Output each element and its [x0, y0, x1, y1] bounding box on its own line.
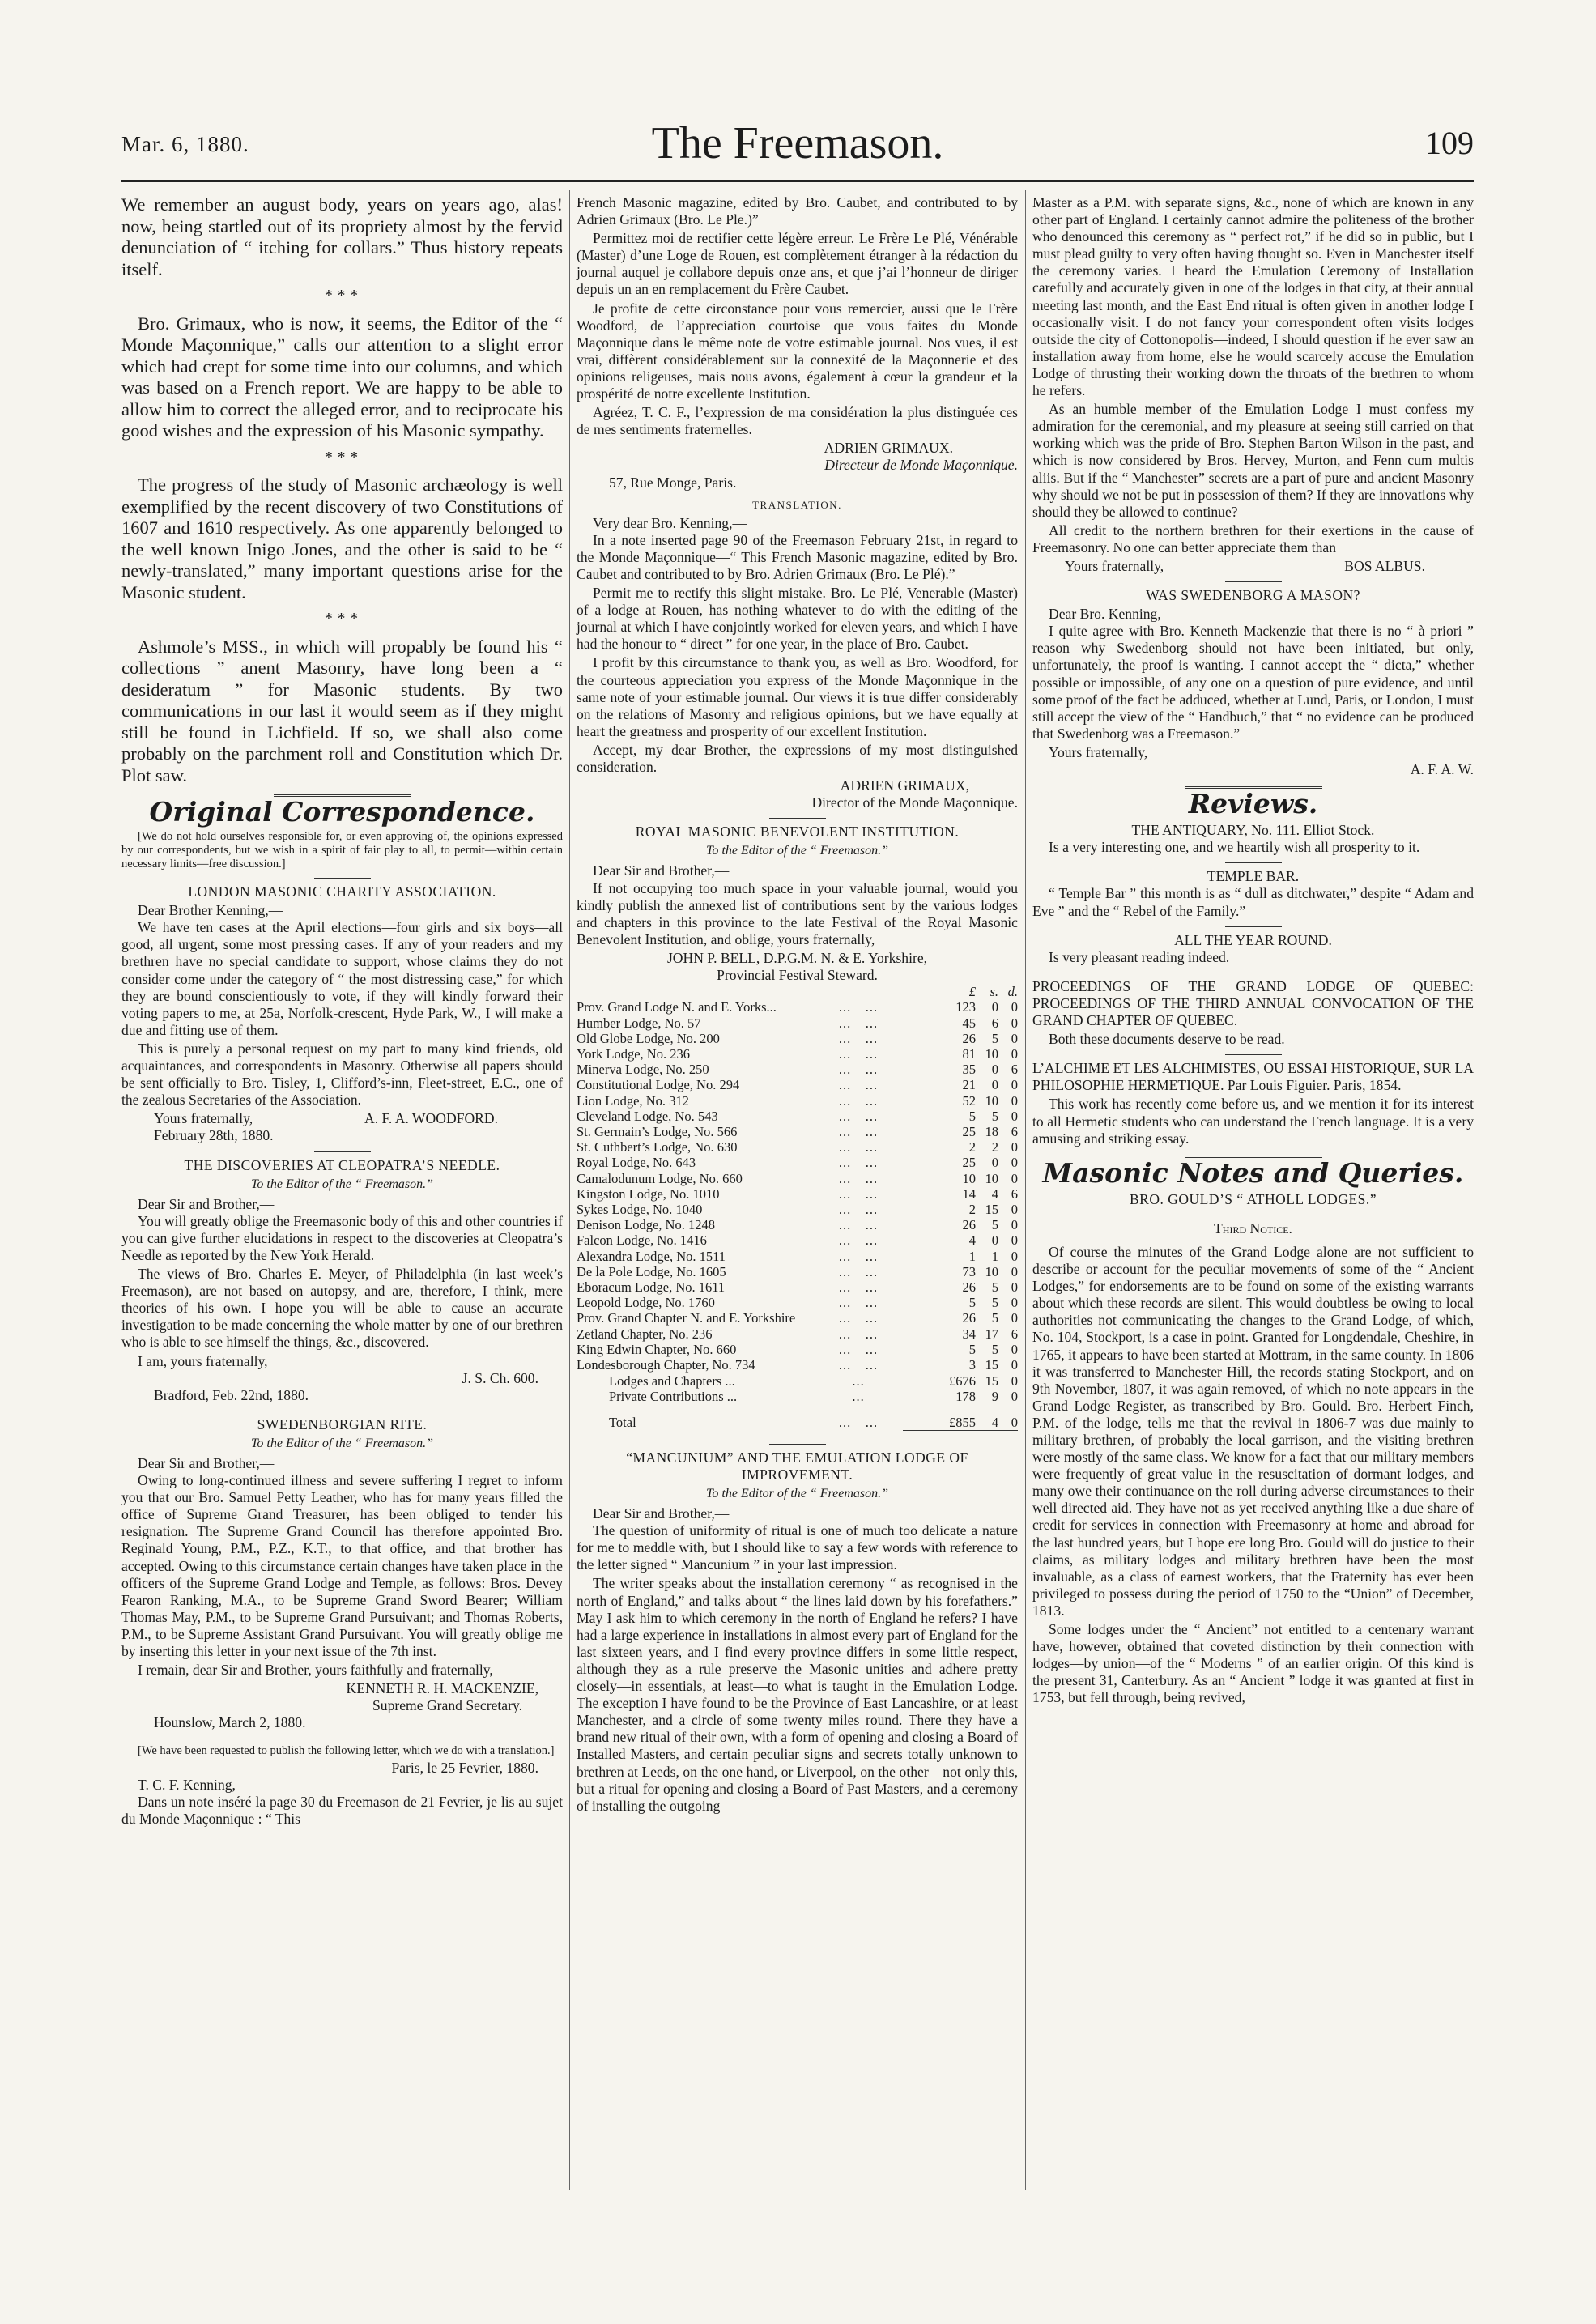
table-row	[577, 1186, 1018, 1202]
table-row	[577, 1279, 1018, 1295]
letter-date: Bradford, Feb. 22nd, 1880.	[154, 1386, 309, 1403]
table-row	[577, 1139, 1018, 1155]
letter-role: Supreme Grand Secretary.	[372, 1697, 522, 1714]
letter-title: LONDON MASONIC CHARITY ASSOCIATION.	[188, 883, 496, 900]
letter-close: Yours fraternally,	[1065, 557, 1164, 574]
amount-shillings: 4	[991, 1185, 998, 1202]
amount-pence: 0	[1011, 1030, 1018, 1046]
letter-rmbi	[577, 824, 1018, 1432]
letter-salutation: Dear Brother Kenning,—	[138, 902, 283, 919]
leader-dots: ... ...	[838, 1415, 879, 1431]
amount-pounds: 10	[962, 1170, 976, 1186]
letter-signature: J. S. Ch. 600.	[462, 1369, 538, 1386]
letter-paragraph: You will greatly oblige the Freemasonic body of this and other countries if you can give further elucidations in respect to the discoveries at Cleopatra’s Needle as reported by the New York Herald.	[121, 1212, 563, 1263]
review-title: ALL THE YEAR ROUND.	[1174, 931, 1332, 948]
letter-salutation: Dear Sir and Brother,—	[593, 1505, 730, 1522]
amount-shillings: 0	[991, 1155, 998, 1171]
leader-dots: ... ...	[838, 1015, 879, 1031]
amount-pence: 0	[1011, 999, 1018, 1015]
letter-subtitle: To the Editor of the “ Freemason.”	[705, 844, 889, 858]
subtotal-label: Private Contributions ...	[609, 1389, 738, 1405]
letter-paragraph: As an humble member of the Emulation Lodge I must confess my admiration for the ceremonial, and my pleasure at seeing still carried on that working which was the pride of Bro. Stephen Barton Wilson in the past, and which is now considered by Bros. Hervey, Murton, and Fenn cum multis aliis. But if the “ Manchester” secrets are a part of pure and ancient Masonry why should we not be put in possession of them? If they are innovations why should they be allowed to continue?	[1032, 401, 1474, 520]
letter-cleopatras-needle	[121, 1157, 563, 1404]
letter-paragraph: Owing to long-continued illness and severe suffering I regret to inform you that our Bro. Samuel Petty Leather, who has for many years filled the office of Supreme Grand Treasurer, has been obliged to tender his resignation. The Supreme Grand Council has therefore appointed Bro. Reginald Young, P.M., P.Z., K.T., to that office, and that brother has accepted. Owing to this circumstance certain changes have taken place in the officers of the Supreme Grand Lodge and Temple, as follows: Bros. Devey Fearon Ranking, M.A., to be Supreme Grand Sword Bearer; William Thomas May, P.M., to be Supreme Grand Pursuivant; and Thomas Roberts, P.M., to be Supreme Assistant Grand Pursuivant. You will greatly oblige me by inserting this letter in your next issue of the 7th inst.	[121, 1472, 563, 1660]
amount-shillings: 6	[991, 1015, 998, 1031]
letter-signature: KENNETH R. H. MACKENZIE,	[346, 1680, 538, 1697]
letter-paragraph: Dans un note inséré la page 30 du Freemason de 21 Fevrier, je lis au sujet du Monde Maçonnique : “ This	[121, 1793, 563, 1827]
amount-pounds: 2	[968, 1201, 976, 1217]
table-row	[577, 1264, 1018, 1279]
lodge-name: King Edwin Chapter, No. 660	[577, 1341, 737, 1357]
amount-pence: 6	[1011, 1185, 1018, 1202]
asterism: * * *	[324, 448, 360, 466]
amount-pence: 0	[1011, 1295, 1018, 1311]
table-row	[577, 1342, 1018, 1357]
amount-pounds: 73	[962, 1263, 976, 1279]
amount-shillings: 0	[991, 999, 998, 1015]
amount-pence: 0	[1011, 1139, 1018, 1156]
letter-title: SWEDENBORGIAN RITE.	[257, 1415, 428, 1432]
leader-dots: ... ...	[838, 1123, 879, 1139]
lodge-name: Lion Lodge, No. 312	[577, 1092, 689, 1109]
lodge-name: Eboracum Lodge, No. 1611	[577, 1279, 726, 1295]
lodge-name: Royal Lodge, No. 643	[577, 1155, 696, 1171]
letter-swedenborgian-rite	[121, 1416, 563, 1732]
lodge-name: Zetland Chapter, No. 236	[577, 1326, 713, 1342]
leader-dots: ... ...	[838, 1155, 879, 1171]
amount-shillings: 4	[976, 1405, 998, 1432]
amount-pounds: 34	[962, 1326, 976, 1342]
article-subtitle: Third Notice.	[1214, 1219, 1292, 1236]
letter-salutation: Very dear Bro. Kenning,—	[593, 514, 747, 531]
letter-signature: A. F. A. WOODFORD.	[364, 1110, 498, 1127]
review-text: Is a very interesting one, and we heartily wish all prosperity to it.	[1049, 839, 1420, 856]
table-row	[577, 1077, 1018, 1092]
leader-dots: ... ...	[838, 1341, 879, 1357]
table-row	[577, 1217, 1018, 1232]
amount-pounds: 5	[968, 1341, 976, 1357]
table-row	[577, 1295, 1018, 1310]
leader-dots: ... ...	[838, 1077, 879, 1093]
table-row	[577, 1124, 1018, 1139]
table-row	[577, 1310, 1018, 1326]
leader-dots: ... ...	[838, 1310, 879, 1326]
section-heading-notes-queries: Masonic Notes and Queries.	[1042, 1156, 1464, 1189]
table-row	[577, 999, 1018, 1015]
letter-paragraph: Agréez, T. C. F., l’expression de ma considération la plus distinguée ces de mes sentiments fraternelles.	[577, 404, 1018, 438]
amount-pence: 6	[1011, 1123, 1018, 1139]
lodge-name: Minerva Lodge, No. 250	[577, 1062, 709, 1078]
table-row	[577, 1046, 1018, 1062]
divider	[314, 878, 371, 879]
letter-paragraph: I remain, dear Sir and Brother, yours faithfully and fraternally,	[138, 1662, 493, 1679]
article-title: BRO. GOULD’S “ ATHOLL LODGES.”	[1129, 1190, 1377, 1207]
amount-shillings: 5	[991, 1030, 998, 1046]
review-title: THE ANTIQUARY, No. 111. Elliot Stock.	[1131, 822, 1375, 839]
letter-swedenborg-mason	[1032, 587, 1474, 778]
amount-pence: 0	[1011, 1077, 1018, 1093]
leader-dots: ... ...	[838, 1248, 879, 1264]
letter-title: THE DISCOVERIES AT CLEOPATRA’S NEEDLE.	[184, 1156, 500, 1173]
letter-paragraph: In a note inserted page 90 of the Freemason February 21st, in regard to the Monde Maçonnique—“ This French Masonic magazine, edited by Bro. Caubet and contributed to by Bro. Adrien Grimaux (Bro. Le Plé).”	[577, 531, 1018, 582]
section-heading-reviews: Reviews.	[1188, 788, 1318, 820]
letter-paragraph: Permittez moi de rectifier cette légère erreur. Le Frère Le Plé, Vénérable (Master) d’une Loge de Rouen, est complètement étranger à la rédaction du journal auquel je collabore depuis onze ans, et que j’ai l’honneur de diriger depuis un an en remplacement du Frère Caubet.	[577, 230, 1018, 298]
amount-pounds: 26	[962, 1310, 976, 1326]
lodge-name: Prov. Grand Chapter N. and E. Yorkshire	[577, 1310, 796, 1326]
divider	[314, 1151, 371, 1152]
table-row	[577, 1326, 1018, 1342]
leader-dots: ...	[852, 1373, 865, 1389]
editorial-paragraph: We remember an august body, years on years ago, alas! now, being startled out of its propriety almost by the fervid denunciation of “ itching for collars.” Thus history repeats itself.	[121, 194, 563, 279]
letter-role: Directeur de Monde Maçonnique.	[824, 457, 1018, 474]
letter-signature: ADRIEN GRIMAUX.	[824, 440, 953, 457]
amount-pounds: 52	[962, 1092, 976, 1109]
amount-pence: 0	[1011, 1201, 1018, 1217]
letter-salutation: Dear Sir and Brother,—	[138, 1195, 275, 1212]
lodge-name: Kingston Lodge, No. 1010	[577, 1185, 720, 1202]
table-row	[577, 1015, 1018, 1031]
editorial-paragraph: Bro. Grimaux, who is now, it seems, the Editor of the “ Monde Maçonnique,” calls our attention to a slight error which had crept for some time into our columns, and which was based on a French report. We are happy to be able to allow him to correct the alleged error, and to reciprocate his good wishes and the expression of his Masonic sympathy.	[121, 313, 563, 441]
letter-title: ROYAL MASONIC BENEVOLENT INSTITUTION.	[635, 824, 960, 841]
amount-pounds: 45	[962, 1015, 976, 1031]
divider	[1225, 862, 1282, 863]
leader-dots: ...	[852, 1389, 865, 1405]
leader-dots: ... ...	[838, 1030, 879, 1046]
amount-pence: 0	[1011, 1170, 1018, 1186]
column-3	[1032, 194, 1474, 1709]
leader-dots: ... ...	[838, 1263, 879, 1279]
amount-shillings: 0	[991, 1062, 998, 1078]
letter-salutation: T. C. F. Kenning,—	[138, 1776, 250, 1793]
divider	[1225, 926, 1282, 927]
lodge-name: Camalodunum Lodge, No. 660	[577, 1170, 743, 1186]
table-row	[577, 1357, 1018, 1373]
amount-pounds: 123	[955, 999, 976, 1015]
letter-address: 57, Rue Monge, Paris.	[609, 474, 737, 491]
subtotal-row	[577, 1373, 1018, 1390]
letter-role: Provincial Festival Steward.	[717, 967, 878, 984]
amount-pence: 0	[1011, 1357, 1018, 1373]
lodge-name: St. Germain’s Lodge, No. 566	[577, 1123, 738, 1139]
letter-paragraph: I profit by this circumstance to thank you, as well as Bro. Woodford, for the courteous appreciation you express of the Monde Maçonnique in the same note of your estimable journal. Our views it is true differ considerably on the relations of Masonry and religious opinions, but we have equally at heart the greatness and prosperity of our excellent Institution.	[577, 654, 1018, 739]
amount-shillings: 5	[991, 1217, 998, 1233]
leader-dots: ... ...	[838, 1170, 879, 1186]
review-title: TEMPLE BAR.	[1207, 868, 1300, 885]
letter-date: February 28th, 1880.	[154, 1127, 274, 1144]
leader-dots: ... ...	[838, 1092, 879, 1109]
leader-dots: ... ...	[838, 1062, 879, 1078]
letter-date: Paris, le 25 Fevrier, 1880.	[391, 1759, 538, 1776]
amount-pence: 0	[1011, 1341, 1018, 1357]
letter-subtitle: To the Editor of the “ Freemason.”	[250, 1436, 434, 1450]
review-text: This work has recently come before us, and we mention it for its interest to all Hermetic students who can understand the French language. It is a very amusing and striking essay.	[1032, 1096, 1474, 1147]
table-row	[577, 1232, 1018, 1248]
subtotal-label: Lodges and Chapters ...	[609, 1373, 735, 1389]
amount-shillings: 5	[991, 1295, 998, 1311]
translation-heading: TRANSLATION.	[752, 498, 842, 511]
column-divider	[569, 190, 570, 2190]
table-header-row	[577, 984, 1018, 999]
amount-pounds: 5	[968, 1108, 976, 1124]
contributions-table	[577, 984, 1018, 1432]
leader-dots: ... ...	[838, 1201, 879, 1217]
lodge-name: Sykes Lodge, No. 1040	[577, 1201, 703, 1217]
amount-pence: 0	[998, 1405, 1018, 1432]
amount-pence: 0	[1011, 1045, 1018, 1062]
letter-close: I am, yours fraternally,	[138, 1352, 268, 1369]
leader-dots: ... ...	[838, 1357, 879, 1373]
letter-paragraph: This is purely a personal request on my part to many kind friends, old acquaintances, and correspondents in Masonry. Otherwise all papers should be sent officially to Bro. Tisley, 1, Clifford’s-inn, Fleet-street, E.C., one of the zealous Secretaries of the Association.	[121, 1040, 563, 1109]
amount-shillings: 1	[991, 1248, 998, 1264]
letter-role: Director of the Monde Maçonnique.	[811, 794, 1018, 811]
header-pence: d.	[1007, 984, 1018, 1000]
amount-shillings: 15	[985, 1357, 998, 1373]
letter-paragraph: The views of Bro. Charles E. Meyer, of Philadelphia (in last week’s Freemason), are not based on autopsy, and are, therefore, I think, mere theories of his own. I hope you will be able to cause an accurate investigation to be made concerning the whole matter by one of our brethren who is able to see himself the things, &c., discovered.	[121, 1266, 563, 1351]
section-heading-correspondence: Original Correspondence.	[149, 796, 535, 828]
amount-pounds: £855	[903, 1405, 976, 1432]
letter-paragraph: The writer speaks about the installation ceremony “ as recognised in the north of England,” and talks about “ the lines laid down by his forefathers.” May I ask him to which ceremony in the north of England he refers? I have had a large experience in installations in almost every part of England for the last sixteen years, and I find every province differs in some little respect, although they as a rule preserve the Masonic unities and adhere pretty closely—in essentials, at least—to what is taught in the Emulation Lodge. The exception I have found to be the Province of East Lancashire, or at least Manchester, and a circle of some twenty miles round. There they have a brand new ritual of their own, with a form of opening and closing a Board of Installed Masters, and certain peculiar signs and secrets totally unknown to brethren at Leeds, on the one hand, or Liverpool, on the other—not only this, but a ritual for opening and closing a Board of Past Masters, and a ceremony of installing the outgoing	[577, 1575, 1018, 1814]
leader-dots: ... ...	[838, 1185, 879, 1202]
table-row	[577, 1109, 1018, 1124]
amount-pence: 0	[1011, 1389, 1018, 1405]
letter-signature-row	[1032, 558, 1474, 575]
amount-pounds: 1	[968, 1248, 976, 1264]
letter-signature-row	[121, 1110, 563, 1127]
table-row	[577, 1249, 1018, 1264]
amount-pounds: 178	[955, 1389, 976, 1405]
lodge-name: Prov. Grand Lodge N. and E. Yorks...	[577, 999, 777, 1015]
amount-pence: 0	[1011, 1310, 1018, 1326]
amount-pounds: 5	[968, 1295, 976, 1311]
letter-title: “MANCUNIUM” AND THE EMULATION LODGE OF IMPROVEMENT.	[626, 1449, 968, 1483]
table-row	[577, 1202, 1018, 1217]
letter-signature: A. F. A. W.	[1410, 761, 1474, 777]
leader-dots: ... ...	[838, 1139, 879, 1156]
amount-shillings: 15	[976, 1373, 998, 1390]
letter-signature: JOHN P. BELL, D.P.G.M. N. & E. Yorkshire,	[666, 949, 928, 966]
table-row	[577, 1062, 1018, 1077]
letter-paragraph: Je profite de cette circonstance pour vous remercier, aussi que le Frère Woodford, de l’appreciation courtoise que vous faites du Monde Maçonnique dans le même note de votre estimable journal. Nos vues, il est vrai, diffèrent considérablement sur la connexité de la Maçonnerie et des opinions religeuses, mais nous avons, également à cœur la grandeur et la prospérité de notre excellente Institution.	[577, 300, 1018, 402]
subtotal-row	[577, 1389, 1018, 1404]
amount-pounds: 14	[962, 1185, 976, 1202]
amount-pence: 0	[1011, 1092, 1018, 1109]
amount-pence: 0	[1011, 1155, 1018, 1171]
editorial-notes	[121, 194, 563, 786]
letter-signature: BOS ALBUS.	[1344, 557, 1425, 574]
review-text: “ Temple Bar ” this month is as “ dull as ditchwater,” despite “ Adam and Eve ” and the “ Rebel of the Family.”	[1032, 885, 1474, 919]
article-paragraph: Of course the minutes of the Grand Lodge alone are not sufficient to describe or account for the peculiar movements of some of the “ Ancient Lodges,” for endorsements are to be found on some of the existing warrants about which these records are silent. This would doubtless be owing to local authorities not communicating the changes to the Grand Lodge, of which, No. 104, Stockport, is a case in point. Granted for Longdendale, Cheshire, in 1765, it appears to have been started at Mottram, in the same county. In 1806 it was transferred to Manchester Hill, the records stating Stockport, and on 9th November, 1807, it was again removed, of which no note appears in the Grand Lodge Register, as transcribed by Bro. Gould. Bro. Herbert Finch, P.M. of the lodge, tells me that the revival in 1806-7 was due mainly to military brethren, of probably the local garrison, and the visiting brethren were mostly of the same class. We know for a fact that our military members were frequently of great value in the resuscitation of dormant lodges, and many owe their continuance on the roll during adverse circumstances to their well directed aid. They have not as yet received anything like a due share of credit for services in connection with Freemasonry at home and abroad for the last hundred years, but I hope ere long Bro. Gould will do justice to their claims, as military lodges and military brethren have been the most invaluable, as a class of earnest workers, that the Fraternity has ever been privileged to possess during the period of 1750 to the “Union” of December, 1813.	[1032, 1243, 1474, 1619]
divider	[769, 1444, 826, 1445]
amount-pence: 0	[1011, 1248, 1018, 1264]
editorial-paragraph: The progress of the study of Masonic archæology is well exemplified by the recent discovery of two Constitutions of 1607 and 1610 respectively. As one apparently belonged to the well known Inigo Jones, and the other is said to be “ newly-translated,” many important questions arise for the Masonic student.	[121, 475, 563, 602]
letter-signature: ADRIEN GRIMAUX,	[840, 777, 969, 794]
amount-pounds: 25	[962, 1155, 976, 1171]
lodge-name: Falcon Lodge, No. 1416	[577, 1232, 707, 1249]
letter-close: Yours fraternally,	[154, 1110, 253, 1127]
leader-dots: ... ...	[838, 1279, 879, 1295]
amount-shillings: 5	[991, 1279, 998, 1295]
review-item	[1032, 868, 1474, 919]
leader-dots: ... ...	[838, 999, 879, 1015]
review-title: PROCEEDINGS OF THE GRAND LODGE OF QUEBEC: PROCEEDINGS OF THE THIRD ANNUAL CONVOCATION OF THE GRAND CHAPTER OF QUEBEC.	[1032, 977, 1474, 1029]
divider	[769, 818, 826, 819]
letter-date: Hounslow, March 2, 1880.	[154, 1714, 306, 1731]
amount-pounds: 26	[962, 1279, 976, 1295]
header-pounds: £	[968, 984, 976, 1000]
amount-shillings: 9	[991, 1389, 998, 1405]
amount-shillings: 15	[985, 1201, 998, 1217]
table-row	[577, 1093, 1018, 1109]
amount-shillings: 17	[985, 1326, 998, 1342]
amount-shillings: 5	[991, 1108, 998, 1124]
lodge-name: Alexandra Lodge, No. 1511	[577, 1248, 726, 1264]
review-text: Is very pleasant reading indeed.	[1049, 948, 1230, 965]
table-row	[577, 1171, 1018, 1186]
letter-salutation: Dear Sir and Brother,—	[138, 1455, 275, 1471]
lodge-name: Constitutional Lodge, No. 294	[577, 1077, 740, 1093]
lodge-name: De la Pole Lodge, No. 1605	[577, 1263, 726, 1279]
letter-close: Yours fraternally,	[1049, 743, 1148, 760]
letter-paragraph: I quite agree with Bro. Kenneth Mackenzie that there is no “ à priori ” reason why Swedenborg should not have been initiated, but only, unfortunately, the proof is wanting. I cannot accept the “ dicta,” whether possible or impossible, of any one on a question of pure evidence, and until some proof of the fact be adduced, whether at Lund, Paris, or London, I must still accept the view of the “ Handbuch,” that “ no evidence can be produced that Swedenborg was a Freemason.”	[1032, 623, 1474, 742]
leader-dots: ... ...	[838, 1217, 879, 1233]
column-1	[121, 194, 563, 1829]
amount-pence: 0	[1011, 1217, 1018, 1233]
amount-pounds: 35	[962, 1062, 976, 1078]
lodge-name: Leopold Lodge, No. 1760	[577, 1295, 715, 1311]
page-number: 109	[1425, 125, 1474, 161]
amount-pounds: 25	[962, 1123, 976, 1139]
letter-salutation: Dear Sir and Brother,—	[593, 862, 730, 879]
letter-title: WAS SWEDENBORG A MASON?	[1146, 587, 1360, 604]
letter-paragraph: French Masonic magazine, edited by Bro. Caubet, and contributed to by Adrien Grimaux (Bro. Le Ple.)”	[577, 194, 1018, 228]
amount-pounds: 2	[968, 1139, 976, 1156]
lodge-name: Denison Lodge, No. 1248	[577, 1217, 715, 1233]
letter-paragraph: Master as a P.M. with separate signs, &c., none of which are known in any other part of England. I certainly cannot admire the politeness of the brother who denounced this ceremony as “ perfect rot,” if he did so in public, but I must plead guilty to very often having thought so. Even in Manchester itself the ceremony varies. I heard the Emulation Ceremony of Installation carefully and accurately given in one of the lodges in that city, at their annual meeting last month, and the East End ritual is often given in another lodge I occasionally visit. I do not fancy your correspondent often visits lodges outside the city of Cottonopolis—indeed, I should question if he ever saw an installation away from home, else he would scarcely accuse the Emulation Lodge of thrusting their working down the throats of the brethren to whom he refers.	[1032, 194, 1474, 399]
letter-paragraph: Accept, my dear Brother, the expressions of my most distinguished consideration.	[577, 741, 1018, 775]
leader-dots: ... ...	[838, 1326, 879, 1342]
column-2	[577, 194, 1018, 1816]
review-title: L’ALCHIME ET LES ALCHIMISTES, OU ESSAI HISTORIQUE, SUR LA PHILOSOPHIE HERMETIQUE. Par Louis Figuier. Paris, 1854.	[1032, 1060, 1474, 1094]
letter-mancunium	[577, 1449, 1018, 1815]
review-item	[1032, 978, 1474, 1048]
editor-disclaimer: [We do not hold ourselves responsible for, or even approving of, the opinions expressed by our correspondents, but we wish in a spirit of fair play to all, to permit—within certain necessary limits—free discussion.]	[121, 830, 563, 871]
masthead	[121, 117, 1474, 178]
amount-shillings: 10	[985, 1170, 998, 1186]
leader-dots: ... ...	[838, 1108, 879, 1124]
lodge-name: St. Cuthbert’s Lodge, No. 630	[577, 1139, 738, 1156]
amount-pence: 6	[1011, 1062, 1018, 1078]
amount-pence: 0	[1011, 1232, 1018, 1249]
review-item	[1032, 1060, 1474, 1147]
amount-pence: 0	[1011, 1108, 1018, 1124]
lodge-name: Humber Lodge, No. 57	[577, 1015, 701, 1031]
editorial-paragraph: Ashmole’s MSS., in which will propably be found his “ collections ” anent Masonry, have long been a “ desideratum ” for Masonic students. By two communications in our last it would seem as if they might still be found in Lichfield. If so, we shall also come probably on the parchment roll and Constitution which Dr. Plot saw.	[121, 636, 563, 785]
letter-paragraph: All credit to the northern brethren for their exertions in the cause of Freemasonry. No one can better appreciate them than	[1032, 521, 1474, 555]
lodge-name: Cleveland Lodge, No. 543	[577, 1108, 718, 1124]
leader-dots: ... ...	[838, 1295, 879, 1311]
divider	[1225, 581, 1282, 582]
asterism: * * *	[324, 287, 360, 304]
amount-shillings: 10	[985, 1263, 998, 1279]
review-text: Both these documents deserve to be read.	[1049, 1031, 1285, 1048]
review-item	[1032, 822, 1474, 856]
amount-pence: 0	[1011, 1263, 1018, 1279]
letter-salutation: Dear Bro. Kenning,—	[1049, 606, 1176, 623]
issue-date: Mar. 6, 1880.	[121, 132, 249, 156]
amount-pounds: 21	[962, 1077, 976, 1093]
amount-shillings: 10	[985, 1092, 998, 1109]
asterism: * * *	[324, 610, 360, 628]
amount-pence: 0	[1011, 1279, 1018, 1295]
leader-dots: ... ...	[838, 1232, 879, 1249]
subtotal-label: Total	[609, 1415, 636, 1431]
lodge-name: Old Globe Lodge, No. 200	[577, 1030, 720, 1046]
header-rule	[121, 180, 1474, 182]
table-row	[577, 1155, 1018, 1170]
divider	[1225, 1054, 1282, 1055]
amount-pounds: 26	[962, 1217, 976, 1233]
table-row	[577, 1031, 1018, 1046]
amount-shillings: 10	[985, 1045, 998, 1062]
amount-pounds: 26	[962, 1030, 976, 1046]
letter-paragraph: The question of uniformity of ritual is one of much too delicate a nature for me to meddle with, but I should like to say a few words with reference to the letter signed “ Mancunium ” in your last impression.	[577, 1522, 1018, 1573]
amount-shillings: 5	[991, 1341, 998, 1357]
amount-pounds: 3	[968, 1357, 976, 1373]
amount-pounds: £676	[903, 1373, 976, 1390]
header-shillings: s.	[990, 984, 998, 1000]
lodge-name: Londesborough Chapter, No. 734	[577, 1357, 755, 1373]
amount-shillings: 2	[991, 1139, 998, 1156]
editor-note: [We have been requested to publish the following letter, which we do with a translation.]	[138, 1743, 555, 1757]
amount-pence: 0	[998, 1373, 1018, 1390]
letter-subtitle: To the Editor of the “ Freemason.”	[250, 1177, 434, 1191]
amount-pence: 0	[1011, 1015, 1018, 1031]
amount-pence: 6	[1011, 1326, 1018, 1342]
letter-charity-association	[121, 883, 563, 1144]
lodge-name: York Lodge, No. 236	[577, 1045, 690, 1062]
article-paragraph: Some lodges under the “ Ancient” not entitled to a centenary warrant have, however, obtained that coveted distinction by their connection with lodges—by union—of the “ Moderns ” of an earlier origin. Of this kind is the present 31, Canterbury. As an “ Ancient ” lodge it was granted at first in 1753, but fell through, being revived,	[1032, 1621, 1474, 1706]
amount-shillings: 0	[991, 1232, 998, 1249]
letter-paragraph: We have ten cases at the April elections—four girls and six boys—all good, all urgent, some most pressing cases. If any of your readers and my brethren have no special candidate to support, whose claims they do not consider come under the category of “ the most distressing case,” for which they are bound conscientiously to vote, if they will kindly forward their voting papers to me, at 25a, Norfolk-crescent, Hyde Park, W., I will make a due and fitting use of them.	[121, 919, 563, 1038]
newspaper-title: The Freemason.	[651, 118, 944, 168]
total-row	[577, 1405, 1018, 1432]
amount-pounds: 81	[962, 1045, 976, 1062]
amount-pounds: 4	[968, 1232, 976, 1249]
letter-paragraph: If not occupying too much space in your valuable journal, would you kindly publish the annexed list of contributions sent by the various lodges and chapters in this province to the late Festival of the Royal Masonic Benevolent Institution, and oblige, yours fraternally,	[577, 879, 1018, 947]
leader-dots: ... ...	[838, 1045, 879, 1062]
amount-shillings: 5	[991, 1310, 998, 1326]
amount-shillings: 18	[985, 1123, 998, 1139]
amount-shillings: 0	[991, 1077, 998, 1093]
letter-paragraph: Permit me to rectify this slight mistake. Bro. Le Plé, Venerable (Master) of a lodge at Rouen, has nothing whatever to do with the editing of the journal at which I have conjointly worked for eleven years, and which I have had the honour to “ direct ” for one year, in the place of Bro. Caubet.	[577, 585, 1018, 653]
review-item	[1032, 932, 1474, 966]
letter-subtitle: To the Editor of the “ Freemason.”	[705, 1487, 889, 1500]
column-divider	[1025, 190, 1026, 2190]
